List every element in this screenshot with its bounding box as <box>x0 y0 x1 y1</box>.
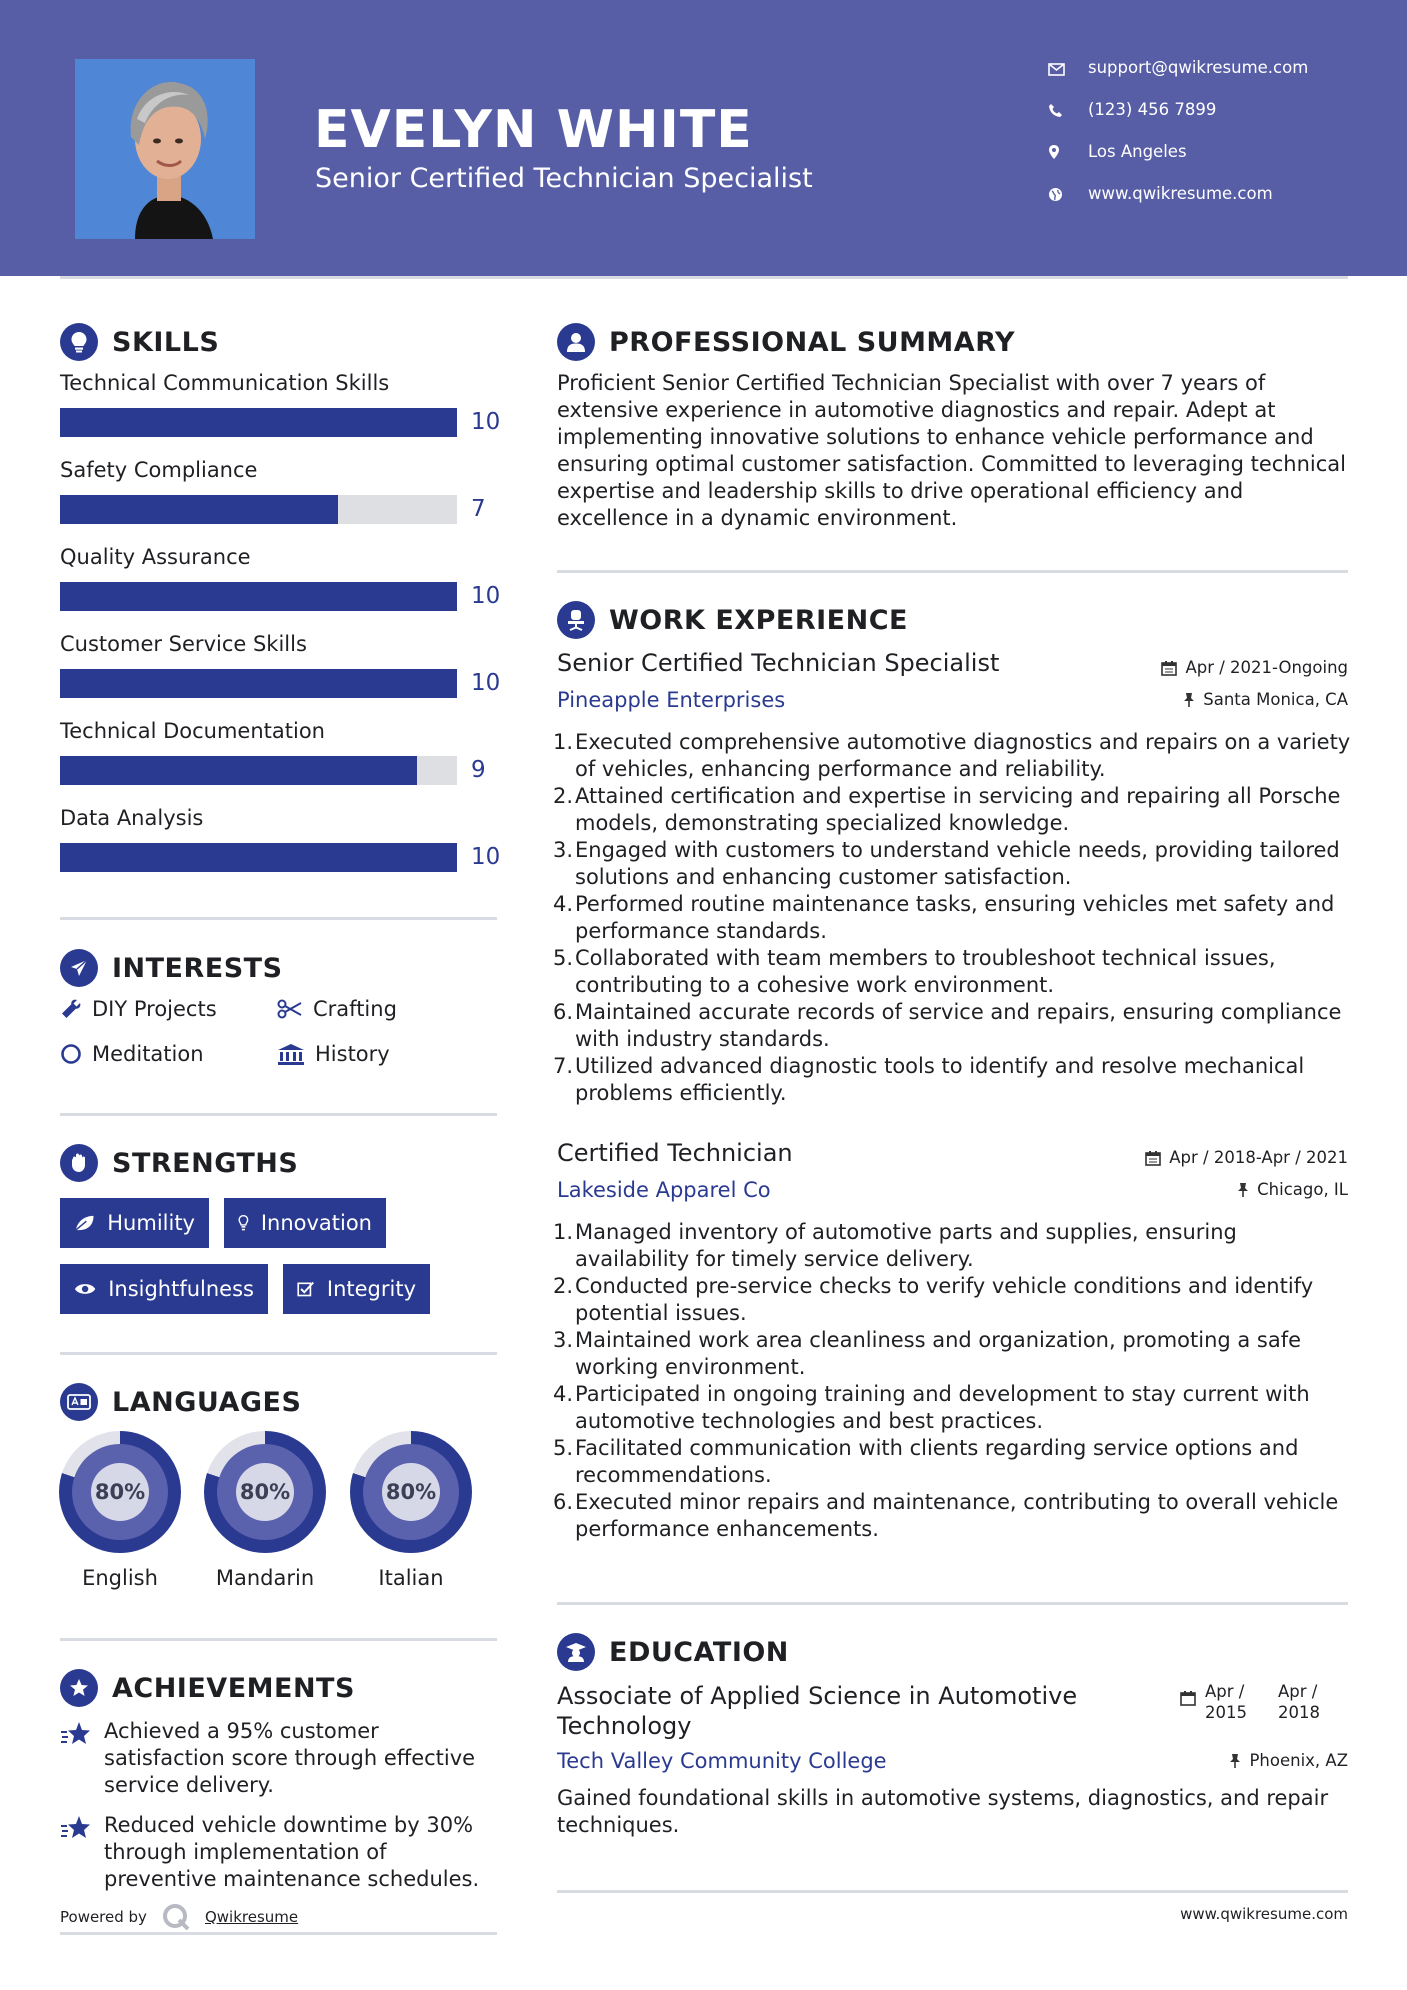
skill-bar <box>60 843 457 872</box>
responsibility-item: Utilized advanced diagnostic tools to identify and resolve mechanical problems efficiently. <box>575 1054 1305 1105</box>
interests-title: INTERESTS <box>112 952 283 984</box>
skill-bar-fill <box>60 756 417 785</box>
responsibility-item: Maintained accurate records of service and repairs, ensuring compliance with industry standards. <box>575 1000 1342 1051</box>
experience-heading <box>557 601 908 639</box>
strength-label: Integrity <box>326 1277 416 1301</box>
degree-title: Associate of Applied Science in Automotive Technology <box>557 1682 1078 1740</box>
language-ring <box>59 1431 181 1553</box>
pushpin-icon <box>1237 1182 1249 1198</box>
job-location <box>1237 1180 1348 1199</box>
achievements-title: ACHIEVEMENTS <box>112 1672 355 1704</box>
circle-icon <box>60 1043 82 1065</box>
job-title: Certified Technician <box>557 1139 793 1167</box>
experience-divider <box>557 1602 1348 1605</box>
skills-title: SKILLS <box>112 326 220 358</box>
wrench-icon <box>60 998 82 1020</box>
summary-divider <box>557 570 1348 573</box>
interest-history <box>277 1042 390 1066</box>
star-icon <box>60 1720 92 1748</box>
job-company: Pineapple Enterprises <box>557 688 786 712</box>
job-dates-text: Apr / 2018-Apr / 2021 <box>1169 1148 1348 1167</box>
star-badge-icon <box>60 1669 98 1707</box>
interest-diy-projects <box>60 997 217 1021</box>
summary-text: Proficient Senior Certified Technician Specialist with over 7 years of extensive experience in automotive diagnostics and repair. Adept at implementing innovative solutions to enhance vehicle performance and ensuring optimal customer satisfaction. Committed to leveraging technical expertise and leadership skills to drive operational efficiency and excellence in a dynamic environment. <box>557 371 1347 530</box>
footer-website[interactable]: www.qwikresume.com <box>1180 1905 1348 1923</box>
achievement-text: Achieved a 95% customer satisfaction score through effective service delivery. <box>104 1719 476 1797</box>
job-dates <box>1145 1148 1348 1167</box>
interests-divider <box>60 1113 497 1116</box>
strength-insightfulness <box>60 1264 268 1314</box>
responsibility-item: Managed inventory of automotive parts and supplies, ensuring availability for timely service delivery. <box>575 1220 1237 1271</box>
map-pin-icon <box>1048 142 1088 161</box>
job-title: Senior Certified Technician Specialist <box>557 649 1000 677</box>
pushpin-icon <box>1183 692 1195 708</box>
globe-icon <box>1048 184 1088 203</box>
paper-plane-icon <box>60 949 98 987</box>
interests-heading <box>60 949 283 987</box>
contact-email[interactable] <box>1048 58 1308 77</box>
skill-bar <box>60 408 457 437</box>
strength-label: Insightfulness <box>108 1277 254 1301</box>
skills-divider <box>60 917 497 920</box>
job-responsibilities <box>557 729 1352 1107</box>
education-heading <box>557 1633 789 1671</box>
education-location <box>1229 1751 1348 1770</box>
responsibility-item: Participated in ongoing training and development to stay current with automotive technologies and best practices. <box>575 1382 1310 1433</box>
resume-header <box>0 0 1407 276</box>
language-ring-inner <box>72 1444 168 1540</box>
strength-integrity <box>283 1264 430 1314</box>
skill-label: Technical Communication Skills <box>60 371 390 395</box>
interest-label: Crafting <box>313 997 397 1021</box>
skill-bar <box>60 582 457 611</box>
responsibility-item: Engaged with customers to understand vehicle needs, providing tailored solutions and enhancing customer satisfaction. <box>575 838 1340 889</box>
strengths-divider <box>60 1352 497 1355</box>
language-name: Italian <box>378 1566 444 1590</box>
pushpin-icon <box>1229 1753 1241 1769</box>
skill-bar-fill <box>60 408 457 437</box>
skill-bar <box>60 495 457 524</box>
lightbulb-outline-icon <box>238 1212 249 1234</box>
skill-bar-fill <box>60 495 338 524</box>
strength-label: Innovation <box>260 1211 372 1235</box>
skill-bar-fill <box>60 582 457 611</box>
language-ring <box>204 1431 326 1553</box>
job-dates-text: Apr / 2021-Ongoing <box>1185 658 1348 677</box>
skill-value: 10 <box>471 844 501 870</box>
leaf-icon <box>74 1213 95 1233</box>
languages-title: LANGUAGES <box>112 1386 302 1418</box>
interest-label: DIY Projects <box>92 997 217 1021</box>
strengths-heading <box>60 1144 298 1182</box>
powered-by-label: Powered by <box>60 1908 147 1926</box>
phone-icon <box>1048 100 1088 119</box>
education-title: EDUCATION <box>609 1636 789 1668</box>
skill-label: Technical Documentation <box>60 719 325 743</box>
responsibility-item: Maintained work area cleanliness and organization, promoting a safe working environment. <box>575 1328 1302 1379</box>
job-location <box>1183 690 1348 709</box>
qwikresume-link[interactable]: Qwikresume <box>204 1908 299 1926</box>
skills-heading <box>60 323 219 361</box>
responsibility-item: Facilitated communication with clients regarding service options and recommendations. <box>575 1436 1299 1487</box>
language-percent: 80% <box>382 1463 440 1521</box>
education-description: Gained foundational skills in automotive systems, diagnostics, and repair techniques. <box>557 1786 1329 1837</box>
header-divider <box>60 276 1348 279</box>
fist-icon <box>60 1144 98 1182</box>
responsibility-item: Conducted pre-service checks to verify vehicle conditions and identify potential issues. <box>575 1274 1314 1325</box>
language-ring-inner <box>217 1444 313 1540</box>
achievement-text: Reduced vehicle downtime by 30% through implementation of preventive maintenance schedules. <box>104 1813 480 1891</box>
job-responsibilities <box>557 1219 1352 1543</box>
phone-text: (123) 456 7899 <box>1088 100 1217 119</box>
skill-bar <box>60 669 457 698</box>
job-location-text: Chicago, IL <box>1257 1180 1348 1199</box>
website-text: www.qwikresume.com <box>1088 184 1273 203</box>
interest-label: Meditation <box>92 1042 204 1066</box>
contact-phone[interactable] <box>1048 100 1216 119</box>
envelope-icon <box>1048 58 1088 77</box>
school-name: Tech Valley Community College <box>557 1749 887 1773</box>
bottom-right-divider <box>557 1890 1348 1893</box>
calendar-icon <box>1145 1150 1161 1166</box>
star-icon <box>60 1814 92 1842</box>
lightbulb-icon <box>60 323 98 361</box>
skill-bar-fill <box>60 669 457 698</box>
skill-label: Data Analysis <box>60 806 204 830</box>
location-text: Los Angeles <box>1088 142 1187 161</box>
achievement-item <box>60 1812 489 1893</box>
bottom-left-divider <box>60 1932 497 1935</box>
languages-divider <box>60 1638 497 1641</box>
strengths-title: STRENGTHS <box>112 1147 299 1179</box>
contact-location <box>1048 142 1187 161</box>
education-end-date: Apr / 2018 <box>1278 1682 1320 1722</box>
interest-label: History <box>315 1042 390 1066</box>
email-text: support@qwikresume.com <box>1088 58 1309 77</box>
skill-label: Safety Compliance <box>60 458 258 482</box>
strength-label: Humility <box>107 1211 195 1235</box>
summary-heading <box>557 323 1015 361</box>
responsibility-item: Performed routine maintenance tasks, ensuring vehicles met safety and performance standards. <box>575 892 1335 943</box>
graduate-icon <box>557 1633 595 1671</box>
education-start-date: Apr / 2015 <box>1205 1682 1247 1722</box>
responsibility-item: Attained certification and expertise in servicing and repairing all Porsche models, demonstrating specialized knowledge. <box>575 784 1341 835</box>
institution-icon <box>277 1043 305 1065</box>
job-dates <box>1161 658 1348 677</box>
candidate-title: Senior Certified Technician Specialist <box>315 163 813 194</box>
strength-humility <box>60 1198 209 1248</box>
skill-bar-fill <box>60 843 457 872</box>
scissors-icon <box>277 999 303 1019</box>
office-chair-icon <box>557 601 595 639</box>
candidate-name: EVELYN WHITE <box>314 100 753 160</box>
responsibility-item: Collaborated with team members to troubleshoot technical issues, contributing to a cohesive work environment. <box>575 946 1276 997</box>
responsibility-item: Executed comprehensive automotive diagnostics and repairs on a variety of vehicles, enhancing performance and reliability. <box>575 730 1351 781</box>
language-icon <box>60 1383 98 1421</box>
summary-title: PROFESSIONAL SUMMARY <box>609 326 1016 358</box>
language-ring <box>350 1431 472 1553</box>
language-percent: 80% <box>236 1463 294 1521</box>
eye-icon <box>74 1281 96 1297</box>
powered-by <box>60 1902 298 1932</box>
skill-value: 10 <box>471 583 501 609</box>
skill-value: 7 <box>471 496 486 522</box>
strength-innovation <box>224 1198 386 1248</box>
calendar-icon <box>1161 660 1177 676</box>
job-location-text: Santa Monica, CA <box>1203 690 1348 709</box>
achievement-item <box>60 1718 489 1799</box>
language-name: English <box>82 1566 158 1590</box>
profile-photo <box>75 59 255 239</box>
languages-heading <box>60 1383 301 1421</box>
language-name: Mandarin <box>215 1566 315 1590</box>
skill-label: Customer Service Skills <box>60 632 307 656</box>
skill-value: 10 <box>471 670 501 696</box>
interest-meditation <box>60 1042 204 1066</box>
qwikresume-logo-icon <box>161 1902 191 1932</box>
user-icon <box>557 323 595 361</box>
skill-label: Quality Assurance <box>60 545 251 569</box>
responsibility-item: Executed minor repairs and maintenance, contributing to overall vehicle performance enhancements. <box>575 1490 1339 1541</box>
experience-title: WORK EXPERIENCE <box>609 604 908 636</box>
skill-value: 9 <box>471 757 486 783</box>
language-ring-inner <box>363 1444 459 1540</box>
contact-website[interactable] <box>1048 184 1273 203</box>
skill-value: 10 <box>471 409 501 435</box>
skill-bar <box>60 756 457 785</box>
checkbox-icon <box>297 1279 315 1299</box>
calendar-icon <box>1180 1690 1196 1710</box>
language-percent: 80% <box>91 1463 149 1521</box>
interest-crafting <box>277 997 397 1021</box>
job-company: Lakeside Apparel Co <box>557 1178 771 1202</box>
education-location-text: Phoenix, AZ <box>1249 1751 1348 1770</box>
achievements-heading <box>60 1669 355 1707</box>
